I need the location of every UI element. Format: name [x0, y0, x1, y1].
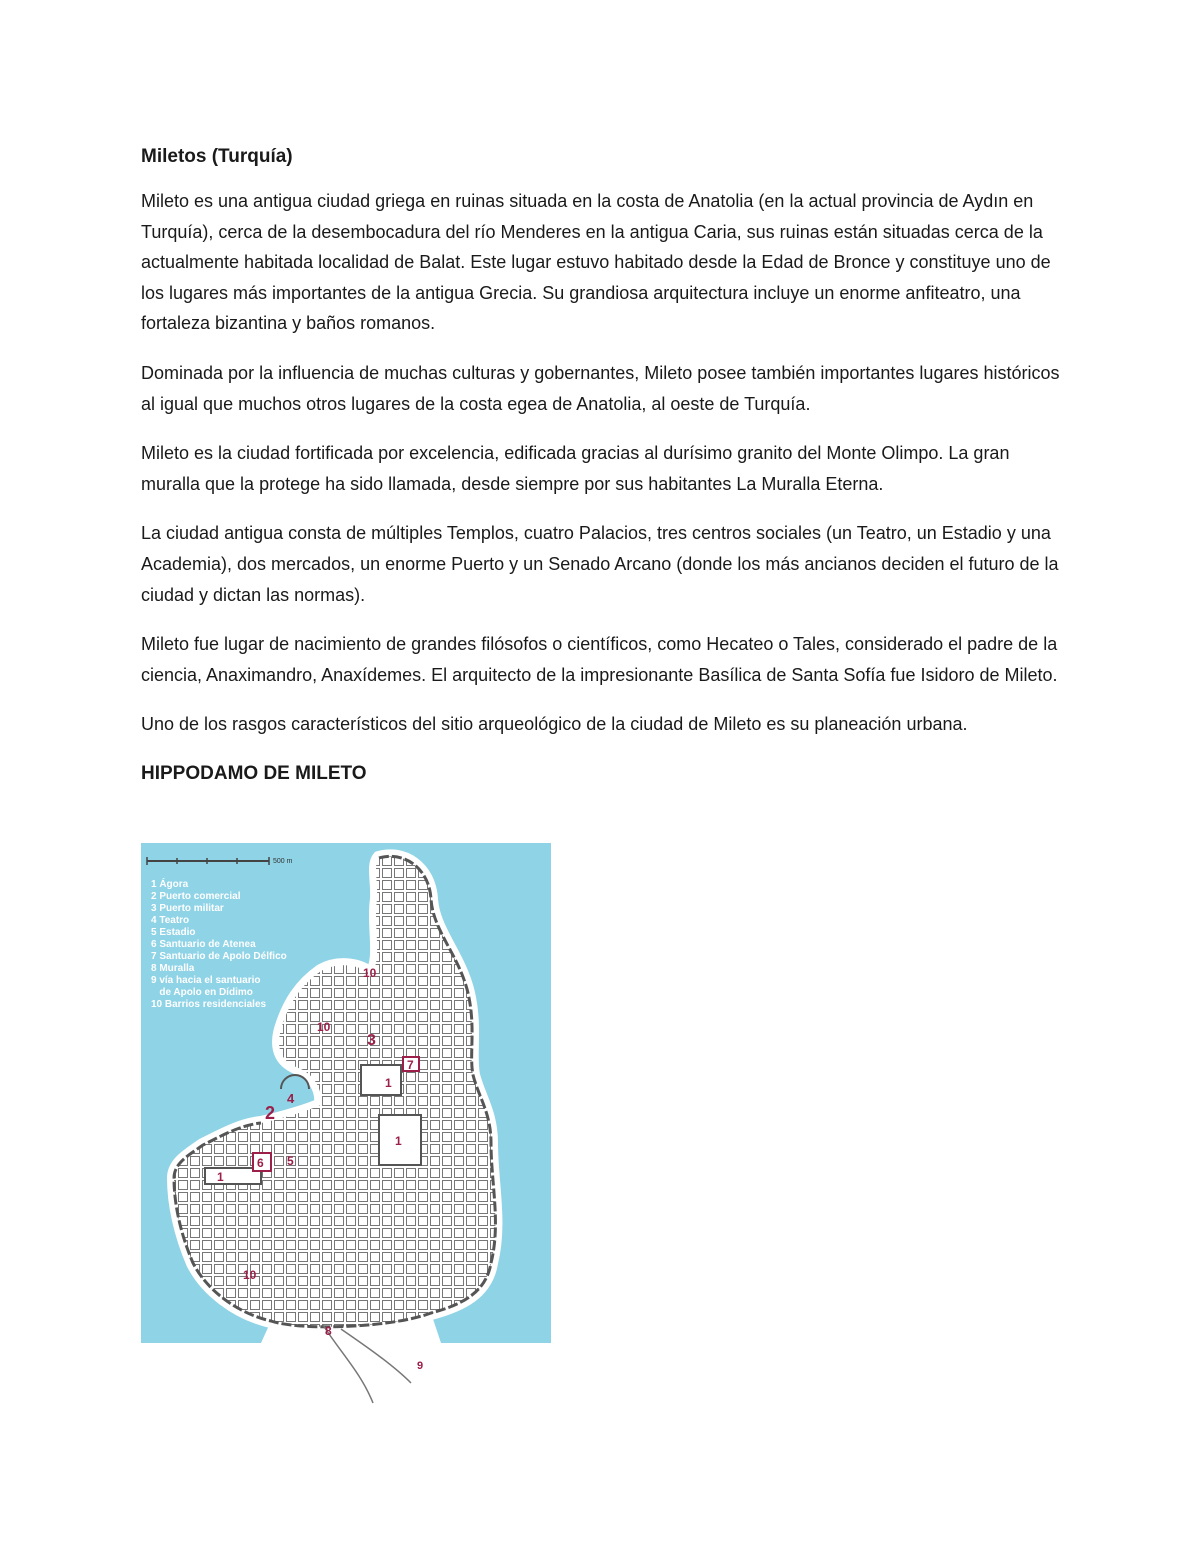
marker-8: 8 [325, 1324, 332, 1338]
legend-item-7: 7 Santuario de Apolo Délfico [151, 951, 287, 962]
marker-1-south: 1 [395, 1134, 402, 1148]
section-heading: HIPPODAMO DE MILETO [141, 762, 367, 784]
legend-item-8: 8 Muralla [151, 963, 195, 974]
marker-2: 2 [265, 1103, 276, 1123]
legend-item-9: 9 vía hacia el santuario [151, 975, 261, 986]
paragraph-3: Mileto es la ciudad fortificada por excelencia, edificada gracias al durísimo granito del Monte Olimpo. La gran muralla que la protege ha sido llamada, desde siempre por sus habitantes La Muralla Eterna. [141, 443, 1010, 494]
marker-10-south: 10 [243, 1268, 257, 1282]
paragraph-1: Mileto es una antigua ciudad griega en ruinas situada en la costa de Anatolia (en la actual provincia de Aydın en Turquía), cerca de la desembocadura del río Menderes en la antigua Caria, sus ruinas están situadas cerca de la actualmente habitada localidad de Balat. Este lugar estuvo habitado desde la Edad de Bronce y constituye uno de los lugares más importantes de la antigua Grecia. Su grandiosa arquitectura incluye un enorme anfiteatro, una fortaleza bizantina y baños romanos. [141, 191, 1051, 334]
marker-3: 3 [367, 1032, 376, 1049]
paragraph-4: La ciudad antigua consta de múltiples Templos, cuatro Palacios, tres centros sociales (un Teatro, un Estadio y una Academia), dos mercados, un enorme Puerto y un Senado Arcano (donde los más ancianos deciden el futuro de la ciudad y dictan las normas). [141, 523, 1059, 605]
paragraph-5: Mileto fue lugar de nacimiento de grandes filósofos o científicos, como Hecateo o Tales, considerado el padre de la ciencia, Anaximandro, Anaxídemes. El arquitecto de la impresionante Basílica de Santa Sofía fue Isidoro de Mileto. [141, 634, 1058, 685]
legend-item-5: 5 Estadio [151, 927, 196, 938]
marker-10-west: 10 [317, 1020, 331, 1034]
paragraph-6: Uno de los rasgos característicos del sitio arqueológico de la ciudad de Mileto es su planeación urbana. [141, 714, 968, 735]
marker-6: 6 [257, 1156, 264, 1170]
document-body [141, 142, 1071, 799]
map-agora-north [361, 1065, 401, 1095]
marker-9: 9 [417, 1360, 424, 1372]
marker-7: 7 [407, 1058, 414, 1072]
legend-item-3: 3 Puerto militar [151, 903, 224, 914]
map-scale-label: 500 m [273, 858, 293, 865]
legend-item-10: 10 Barrios residenciales [151, 999, 267, 1010]
marker-10-north: 10 [363, 966, 377, 980]
legend-item-4: 4 Teatro [151, 915, 190, 926]
marker-5: 5 [287, 1154, 294, 1168]
marker-4: 4 [287, 1091, 295, 1106]
legend-item-9-cont: de Apolo en Dídimo [151, 987, 253, 998]
legend-item-1: 1 Ágora [151, 879, 189, 890]
legend-item-6: 6 Santuario de Atenea [151, 939, 256, 950]
document-title: Miletos (Turquía) [141, 146, 293, 167]
marker-1-west: 1 [217, 1170, 224, 1184]
paragraph-2: Dominada por la influencia de muchas culturas y gobernantes, Mileto posee también importantes lugares históricos al igual que muchos otros lugares de la costa egea de Anatolia, al oeste de Turquía. [141, 362, 1060, 414]
legend-item-2: 2 Puerto comercial [151, 891, 241, 902]
marker-1-north: 1 [385, 1076, 392, 1090]
miletus-city-plan-image [141, 843, 551, 1407]
